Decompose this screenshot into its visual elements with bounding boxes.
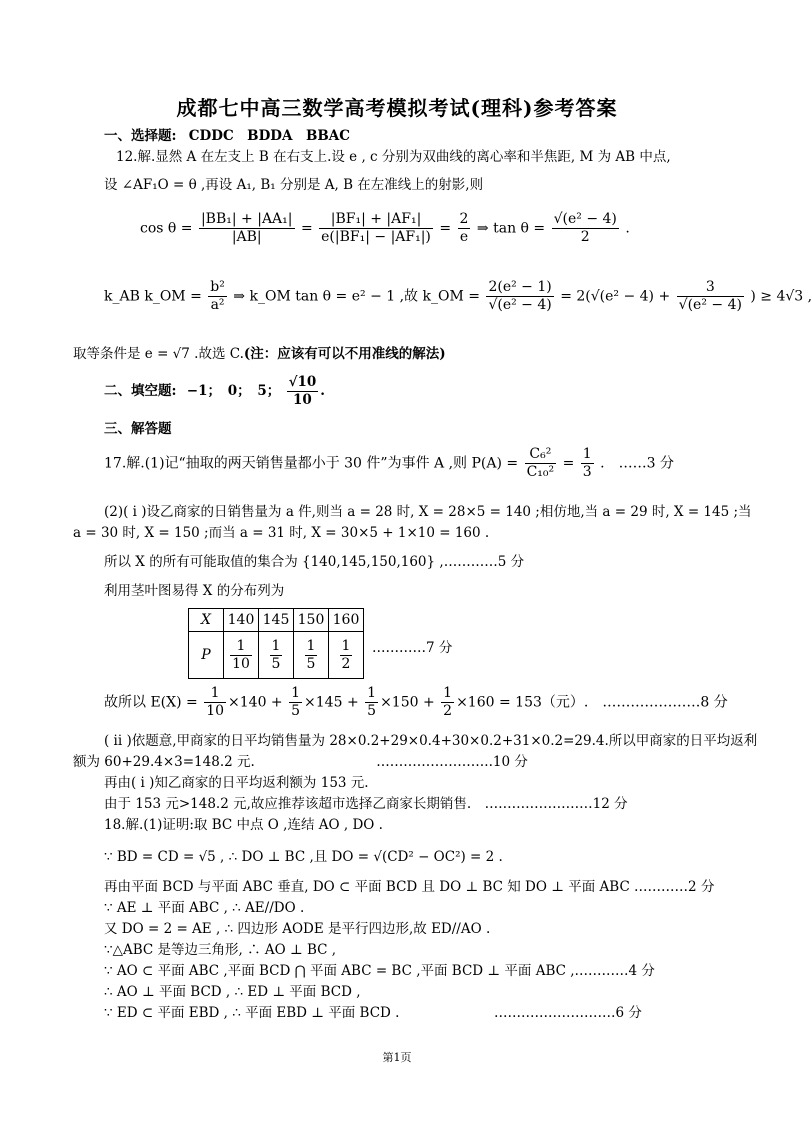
q12-note: (注：应该有可以不用准线的解法): [243, 346, 446, 362]
q18-line6: ∵△ABC 是等边三角形, ∴ AO ⊥ BC ,: [104, 942, 337, 958]
eq1-frac1: $\frac{\text{|BB₁| + |AA₁|}}{|AB|}$: [200, 211, 293, 245]
eq1-lhs: cos θ =: [140, 220, 193, 237]
q17-line4: 所以 X 的所有可能取值的集合为 {140,145,150,160} ,…………5 分: [104, 554, 525, 570]
q17-line3: a = 30 时, X = 150 ;而当 a = 31 时, X = 30×5 + 1×10 = 160 .: [73, 525, 490, 541]
eq1-frac2: $\frac{\text{|BF₁| + |AF₁|}}{\text{e(|BF₁| − |AF₁|)}}$: [321, 211, 431, 245]
q18-line8: ∴ AO ⊥ 平面 BCD , ∴ ED ⊥ 平面 BCD ,: [104, 984, 361, 1000]
q17-line6: ( ii )依题意,甲商家的日平均销售量为 28×0.2+29×0.4+30×0.2+31×0.2=29.4.所以甲商家的日平均返利: [104, 733, 758, 749]
distribution-table-wrap: [188, 608, 364, 679]
q18-line3: 再由平面 BCD 与平面 ABC 垂直, DO ⊂ 平面 BCD 且 DO ⊥ BC 知 DO ⊥ 平面 ABC …………2 分: [104, 879, 715, 895]
q12-line2: 设 ∠AF₁O = θ ,再设 A₁, B₁ 分别是 A, B 在左准线上的射影,则: [104, 177, 484, 193]
eq2-mid2: = 2(√(e² − 4) +: [560, 288, 671, 305]
section-fill-frac: $\frac{√10}{10}$: [288, 374, 317, 408]
q17-frac1: $\frac{\text{C₆²}}{\text{C₁₀²}}$: [526, 446, 555, 480]
q17-line1: 17.解.(1)记“抽取的两天销售量都小于 30 件”为事件 A ,则 P(A) =: [104, 455, 519, 472]
table-cell: $\frac{1}{2}$: [329, 632, 364, 679]
eq1-frac3: $\frac{2}{e}$: [459, 211, 469, 245]
section-solve-label: 三、解答题: [104, 421, 172, 437]
q17-line9: 由于 153 元>148.2 元,故应推荐该超市选择乙商家长期销售. ……………………12 分: [104, 796, 628, 812]
eq2-end: ) ≥ 4√3 ,: [750, 288, 812, 305]
section-choice-label: 一、选择题:: [104, 128, 177, 144]
q18-line1: 18.解.(1)证明:取 BC 中点 O ,连结 AO , DO .: [104, 817, 383, 833]
table-cell: 145: [259, 609, 294, 632]
q18-line4: ∵ AE ⊥ 平面 ABC , ∴ AE//DO .: [104, 900, 305, 916]
eq2-mid: ⇒ k_OM tan θ = e² − 1 ,故 k_OM =: [233, 288, 480, 305]
q12-line1: 12.解.显然 A 在左支上 B 在右支上.设 e , c 分别为双曲线的离心率和半焦距, M 为 AB 中点,: [116, 149, 671, 165]
eq2-frac3: $\frac{3}{\text{√(e² − 4)}}$: [678, 279, 742, 313]
table-cell: $\frac{1}{5}$: [259, 632, 294, 679]
eq2-lhs: k_AB k_OM =: [104, 288, 202, 305]
section-choice-answers: CDDC BDDA BBAC: [188, 128, 351, 144]
q17-frac2: $\frac{1}{3}$: [582, 446, 592, 480]
eq1-tan: ⇒ tan θ =: [476, 220, 546, 237]
table-cell: P: [189, 632, 224, 679]
distribution-table: [188, 608, 364, 679]
q12-line3: [73, 342, 446, 362]
q18-line7: ∵ AO ⊂ 平面 ABC ,平面 BCD ⋂ 平面 ABC = BC ,平面 BCD ⊥ 平面 ABC ,…………4 分: [104, 963, 655, 979]
table-cell: X: [189, 609, 224, 632]
section-fill-label: 二、填空题:: [104, 383, 177, 399]
q17-score1: . ……3 分: [600, 455, 674, 472]
section-fill-answers: −1； 0； 5；: [186, 383, 281, 399]
q12-equation-2: [104, 279, 812, 314]
page-title: 成都七中高三数学高考模拟考试(理科)参考答案: [176, 96, 618, 120]
q18-line2: ∵ BD = CD = √5 , ∴ DO ⊥ BC ,且 DO = √(CD² − OC²) = 2 .: [104, 849, 503, 865]
page-number: 第1页: [382, 1051, 412, 1064]
q18-line9: ∵ ED ⊂ 平面 EBD , ∴ 平面 EBD ⊥ 平面 BCD . ………………………6 分: [104, 1005, 642, 1021]
expectation-lhs: 故所以 E(X) =: [104, 694, 198, 711]
table-cell: $\frac{1}{5}$: [294, 632, 329, 679]
section-choice: [104, 124, 350, 144]
table-cell: $\frac{1}{10}$: [224, 632, 259, 679]
eq2-frac1: $\frac{\text{b²}}{\text{a²}}$: [210, 279, 225, 313]
q12-equation-1: cos θ = $\frac{\text{|BB₁| + |AA₁|}}{|AB|}$ = $\frac{\text{|BF₁| + |AF₁|}}{\text{e(|BF₁| − |AF₁|)}}$ = $\frac{2}{e}$ ⇒ tan θ = $\frac{\text{√(e² − 4)}}{2}$ .: [140, 211, 630, 245]
table-cell: 140: [224, 609, 259, 632]
table-cell: 150: [294, 609, 329, 632]
q12-line3-text: 取等条件是 e = √7 .故选 C.: [73, 346, 244, 362]
eq1-frac4: $\frac{\text{√(e² − 4)}}{2}$: [553, 211, 617, 245]
eq2-frac2: $\frac{\text{2(e² − 1)}}{\text{√(e² − 4)}}$: [488, 279, 552, 313]
q17-line8: 再由( i )知乙商家的日平均返利额为 153 元.: [104, 775, 369, 791]
q17-line5: 利用茎叶图易得 X 的分布列为: [104, 583, 285, 599]
q17-score-table: …………7 分: [372, 640, 453, 656]
q18-line5: 又 DO = 2 = AE , ∴ 四边形 AODE 是平行四边形,故 ED//AO .: [104, 921, 491, 937]
q17-part1: 17.解.(1)记“抽取的两天销售量都小于 30 件”为事件 A ,则 P(A) = $\frac{\text{C₆²}}{\text{C₁₀²}}$ = $\frac{1}{3}$ . ……3 分: [104, 446, 674, 480]
section-fill: 二、填空题: −1； 0； 5； $\frac{√10}{10}$ .: [104, 374, 325, 408]
table-cell: 160: [329, 609, 364, 632]
q17-expectation: 故所以 E(X) = $\frac{1}{10}$ ×140 + $\frac{1}{5}$ ×145 + $\frac{1}{5}$ ×150 + $\frac{1}{2}$ ×160 = 153（元）. …………………8 分: [104, 685, 728, 719]
q17-line7: 额为 60+29.4×3=148.2 元. ……………………..10 分: [73, 754, 528, 770]
q17-line2: (2)( i )设乙商家的日销售量为 a 件,则当 a = 28 时, X = 28×5 = 140 ;相仿地,当 a = 29 时, X = 145 ;当: [104, 504, 752, 520]
